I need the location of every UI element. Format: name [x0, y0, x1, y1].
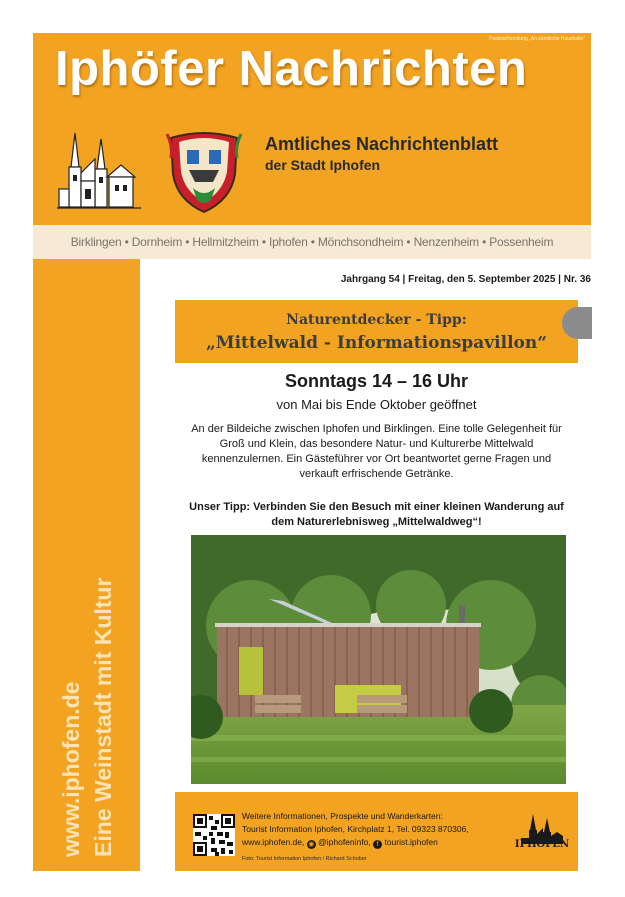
sidebar-band [33, 259, 140, 871]
opening-hours: Sonntags 14 – 16 Uhr [284, 371, 469, 391]
footer-facebook-handle[interactable]: tourist.iphofen [384, 837, 438, 847]
issue-line: Jahrgang 54 | Freitag, den 5. September 2025 | Nr. 36 [340, 274, 591, 285]
coat-of-arms-icon [163, 128, 245, 214]
masthead-header [33, 33, 591, 225]
towns-bar: Birklingen • Dornheim • Hellmitzheim • Iphofen • Mönchsondheim • Nenzenheim • Possenheim [33, 225, 591, 259]
opening-season: von Mai bis Ende Oktober geöffnet [276, 397, 477, 412]
feature-banner [175, 300, 578, 363]
subtitle-line2: der Stadt Iphofen [265, 157, 381, 173]
feature-subtitle: „Mittelwald - Informationspavillon“ [205, 333, 548, 353]
feature-description: An der Bildeiche zwischen Iphofen und Birklingen. Eine tolle Gelegenheit für Groß und Klein, das besondere Natur- und Kulturerbe Mittelwald kennenzulernen. Ein Gästeführer vor Ort beantwortet gerne Fragen und verkauft erfrischende Getränke. [191, 423, 562, 480]
footer-line1: Weitere Informationen, Prospekte und Wanderkarten: [242, 811, 443, 821]
pavilion-photo [191, 535, 566, 784]
instagram-icon[interactable]: ◉ [308, 841, 315, 848]
footer-line3 [242, 836, 512, 849]
sidebar-url[interactable]: www.iphofen.de [58, 681, 84, 857]
info-footer [175, 792, 578, 871]
sidebar-vertical-text [33, 259, 140, 871]
iphofen-logo-text: IPHOFEN [514, 839, 570, 850]
postal-note: Postwurfsendung „An sämtliche Haushalte“ [489, 36, 585, 42]
feature-tip: Unser Tipp: Verbinden Sie den Besuch mit einer kleinen Wanderung auf dem Naturerlebnisweg „Mittelwaldweg“! [189, 501, 564, 528]
facebook-icon[interactable]: f [373, 840, 382, 849]
footer-line2: Tourist Information Iphofen, Kirchplatz 1, Tel. 09323 870306, [242, 824, 469, 834]
masthead-title: Iphöfer Nachrichten [55, 42, 528, 96]
church-icon [57, 129, 141, 215]
footer-web-link[interactable]: www.iphofen.de, [242, 837, 305, 847]
subtitle-line1: Amtliches Nachrichtenblatt [265, 134, 499, 154]
qr-code-icon[interactable] [193, 814, 235, 856]
footer-info [242, 810, 512, 849]
photo-credit: Foto: Tourist Information Iphofen / Richard Schober [242, 856, 367, 862]
feature-title: Naturentdecker - Tipp: [286, 312, 467, 328]
sidebar-slogan: Eine Weinstadt mit Kultur [90, 577, 116, 857]
footer-instagram-handle[interactable]: @iphofeninfo, [318, 837, 371, 847]
page-tab-marker [562, 307, 592, 339]
